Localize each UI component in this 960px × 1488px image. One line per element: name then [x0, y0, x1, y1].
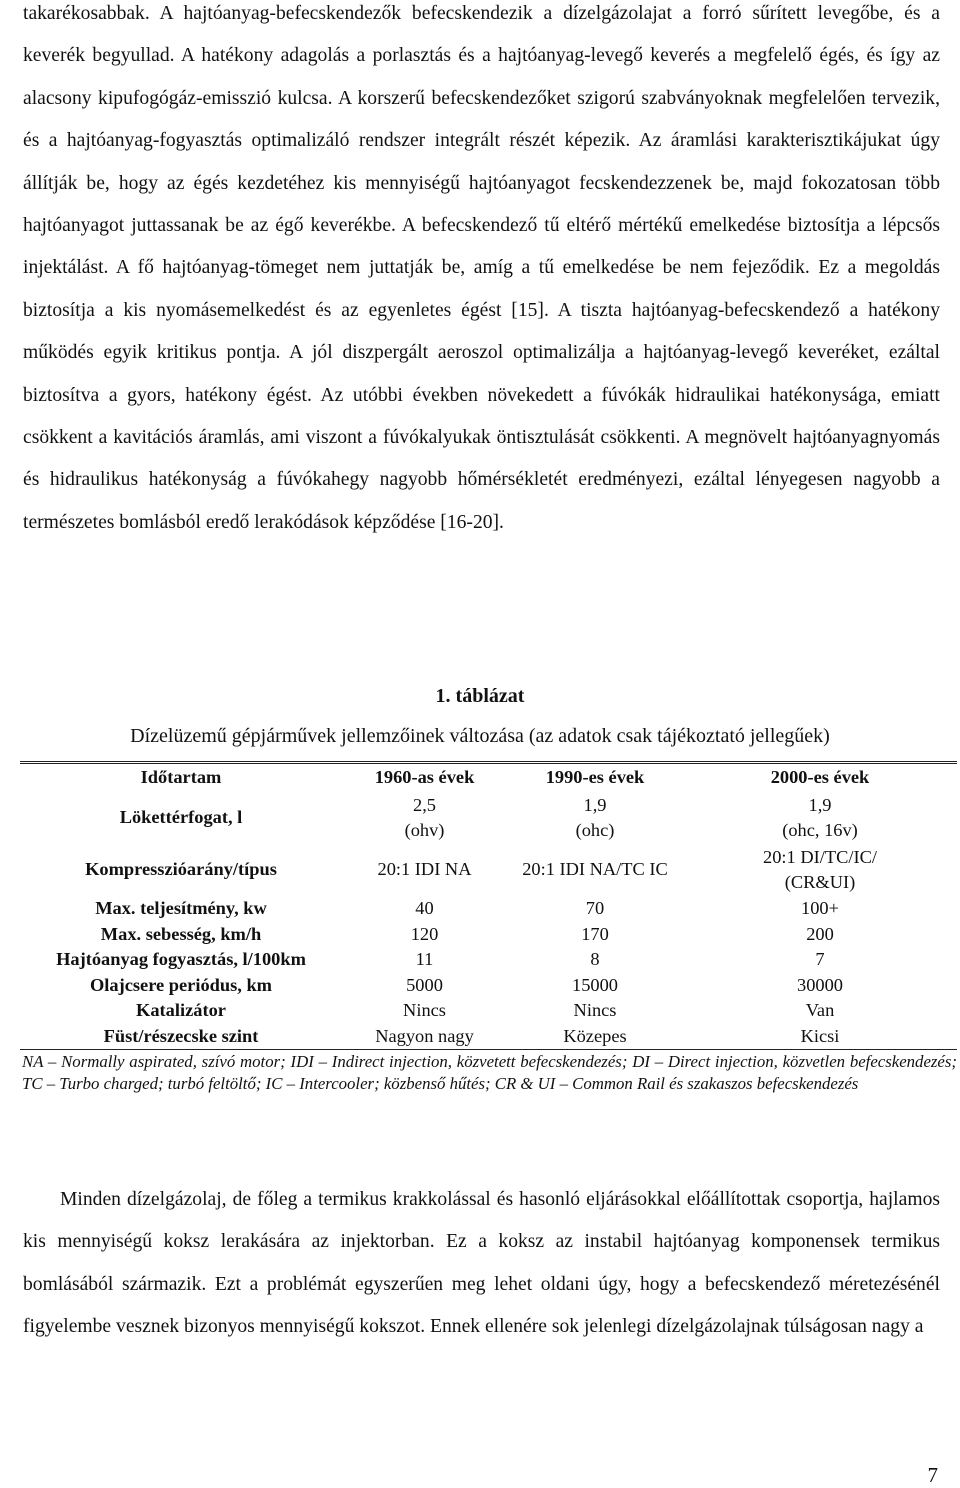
table-cell: 70	[585, 898, 605, 918]
header-cell: 2000-es évek	[770, 767, 870, 788]
row-label: Olajcsere periódus, km	[89, 974, 273, 995]
row-label: Max. sebesség, km/h	[100, 923, 262, 944]
data-table-container	[20, 761, 957, 1096]
cell-line: (CR&UI)	[784, 872, 856, 892]
table-title: Dízelüzemű gépjárművek jellemzőinek változása (az adatok csak tájékoztató jellegűek)	[130, 725, 830, 747]
row-label: Kompresszióarány/típus	[85, 859, 277, 880]
body-paragraph-bottom: Minden dízelgázolaj, de főleg a termikus krakkolással és hasonló eljárásokkal előállítottak csoportja, hajlamos kis mennyiségű koksz lerakására az injektorban. Ez a koksz az instabil hajtóanyag komponensek termikus bomlásából származik. Ezt a problémát egyszerűen meg lehet oldani úgy, hogy a befecskendező méretezésénél figyelembe vesznek bizonyos mennyiségű kokszot. Ennek ellenére sok jelenlegi dízelgázolajnak túlságosan nagy a	[23, 1189, 940, 1338]
table-cell	[683, 844, 957, 896]
table-cell: Van	[805, 1000, 835, 1020]
table-row	[20, 896, 957, 922]
cell-line: (ohv)	[404, 820, 445, 840]
table-cell: 5000	[406, 974, 443, 995]
table-row	[20, 973, 957, 999]
table-row	[20, 792, 957, 844]
table-cell: 40	[415, 898, 434, 918]
row-label: Katalizátor	[136, 1000, 226, 1020]
table-cell: 11	[415, 949, 434, 969]
cell-line: 20:1 DI/TC/IC/	[763, 846, 877, 867]
table-row	[20, 947, 957, 973]
table-cell	[507, 792, 683, 844]
row-label: Füst/részecske szint	[103, 1025, 259, 1046]
page-number: 7	[927, 1463, 938, 1487]
table-cell: 20:1 IDI NA	[377, 859, 472, 880]
table-cell	[342, 792, 507, 844]
row-label: Hajtóanyag fogyasztás, l/100km	[56, 949, 306, 969]
table-number: 1. táblázat	[435, 685, 525, 707]
table-row	[20, 922, 957, 948]
table-cell: 7	[815, 949, 825, 969]
table-cell	[683, 792, 957, 844]
table-cell: 15000	[572, 974, 618, 995]
table-cell: Nagyon nagy	[375, 1025, 474, 1046]
row-label: Max. teljesítmény, kw	[95, 898, 267, 918]
cell-line: 1,9	[808, 794, 832, 815]
table-cell: 30000	[797, 974, 843, 995]
table-cell: 100+	[801, 898, 839, 918]
table-cell: 200	[806, 923, 834, 944]
data-table	[20, 764, 957, 1049]
cell-line: 2,5	[413, 794, 436, 815]
table-cell: 8	[590, 949, 600, 969]
table-cell: Nincs	[573, 1000, 617, 1020]
table-header-row	[20, 764, 957, 792]
row-label: Lökettérfogat, l	[119, 807, 243, 828]
cell-line: (ohc, 16v)	[782, 820, 858, 840]
table-row	[20, 844, 957, 896]
table-row	[20, 1024, 957, 1050]
body-paragraph-top: takarékosabbak. A hajtóanyag-befecskendezők befecskendezik a dízelgázolajat a forró sűrített levegőbe, és a keverék begyullad. A hatékony adagolás a porlasztás és a hajtóanyag-levegő keverés a megfelelő égés, és így az alacsony kipufogógáz-emisszió kulcsa. A korszerű befecskendezőket szigorú szabványoknak megfelelően tervezik, és a hajtóanyag-fogyasztás optimalizáló rendszer integrált részét képezik. Az áramlási karakterisztikájukat úgy állítják be, hogy az égés kezdetéhez kis mennyiségű hajtóanyagot fecskendezzenek be, majd fokozatosan több hajtóanyagot juttassanak be az égő keverékbe. A befecskendező tű eltérő mértékű emelkedése biztosítja a lépcsős injektálást. A fő hajtóanyag-tömeget nem juttatják be, amíg a tű emelkedése be nem fejeződik. Ez a megoldás biztosítja a kis nyomásemelkedést és az egyenletes égést [15]. A tiszta hajtóanyag-befecskendező a hatékony működés egyik kritikus pontja. A jól diszpergált aeroszol optimalizálja a hajtóanyag-levegő keveréket, ezáltal biztosítva a gyors, hatékony égést. Az utóbbi években növekedett a fúvókák hidraulikai hatékonysága, emiatt csökkent a kavitációs áramlás, ami viszont a fúvókalyukak öntisztulását csökkenti. A megnövelt hajtóanyagnyomás és hidraulikus hatékonyság a fúvókahegy nagyobb hőmérsékletét eredményezi, ezáltal lényegesen nagyobb a természetes bomlásból eredő lerakódások képződése [16-20].	[23, 3, 940, 533]
table-cell: Kicsi	[800, 1025, 840, 1046]
header-cell: 1990-es évek	[545, 767, 645, 788]
table-notes: NA – Normally aspirated, szívó motor; IDI – Indirect injection, közvetett befecskendezés; DI – Direct injection, közvetlen befecskendezés; TC – Turbo charged; turbó feltöltő; IC – Intercooler; közbenső hűtés; CR & UI – Common Rail és szakaszos befecskendezés	[22, 1052, 957, 1094]
cell-line: (ohc)	[575, 820, 615, 840]
table-cell: Közepes	[563, 1025, 627, 1046]
header-cell: 1960-as évek	[374, 767, 475, 788]
table-row	[20, 998, 957, 1024]
table-cell: 120	[410, 923, 439, 944]
header-cell: Időtartam	[140, 767, 222, 788]
table-cell: 20:1 IDI NA/TC IC	[522, 859, 668, 880]
table-cell: Nincs	[403, 1000, 446, 1020]
table-cell: 170	[581, 923, 609, 944]
cell-line: 1,9	[583, 794, 607, 815]
